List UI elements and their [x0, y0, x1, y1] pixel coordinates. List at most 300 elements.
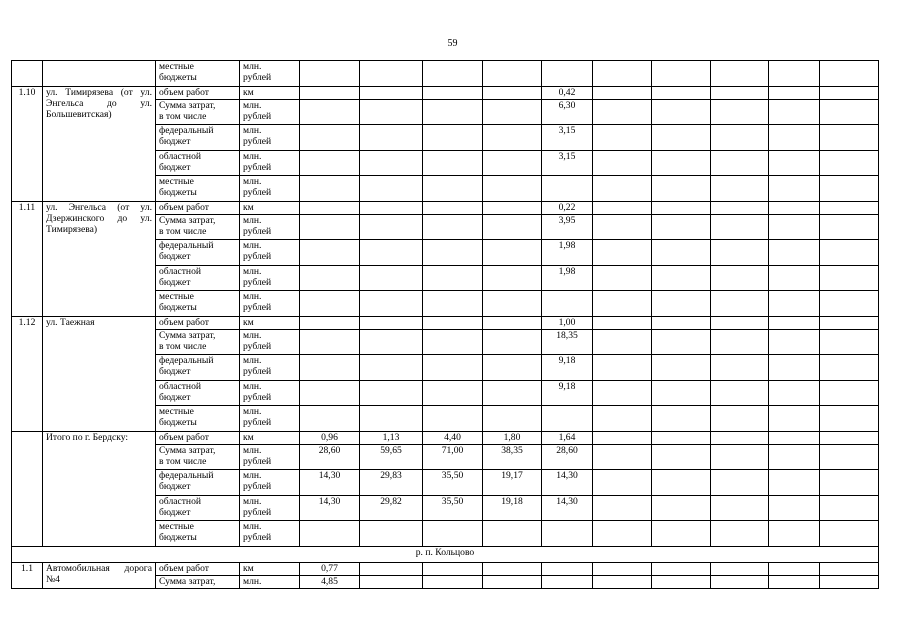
cell-line: рублей: [243, 251, 272, 262]
cell-line: рублей: [243, 532, 272, 543]
year-value: [711, 355, 769, 381]
row-number: 1.11: [12, 201, 43, 316]
year-value: [483, 291, 542, 317]
cell-line: Сумма затрат,: [159, 444, 216, 456]
object-name: [43, 61, 156, 87]
section-title: р. п. Кольцово: [12, 546, 879, 562]
indicator: [156, 355, 240, 381]
year-value: [360, 214, 423, 240]
year-value: [652, 444, 711, 470]
year-value: [300, 521, 360, 547]
cell-line: федеральный: [159, 240, 214, 251]
cell-line: рублей: [243, 187, 272, 198]
cell-line: бюджет: [159, 481, 191, 492]
year-value: [483, 150, 542, 176]
year-value: [769, 521, 820, 547]
year-value: [300, 380, 360, 406]
year-value: [593, 176, 652, 202]
cell-line: местные: [159, 176, 194, 187]
unit: [240, 61, 300, 87]
year-value: [593, 444, 652, 470]
cell-line: в том числе: [159, 225, 207, 237]
year-value: [652, 86, 711, 99]
unit: [240, 176, 300, 202]
year-value: [769, 431, 820, 444]
cell-line: рублей: [243, 276, 272, 288]
year-value: [300, 265, 360, 291]
year-value: [360, 86, 423, 99]
year-value: [593, 575, 652, 588]
year-value: [820, 125, 879, 151]
year-value: [820, 291, 879, 317]
year-value: [593, 316, 652, 329]
year-value: [483, 406, 542, 432]
year-value: [542, 406, 593, 432]
indicator: [156, 240, 240, 266]
year-value: [300, 214, 360, 240]
year-value: [423, 316, 483, 329]
year-value: [593, 562, 652, 575]
object-name: Автомобильная дорога №4: [43, 562, 156, 588]
year-value: [652, 265, 711, 291]
year-value: [820, 521, 879, 547]
unit: [240, 495, 300, 521]
unit: [240, 99, 300, 125]
year-value: [593, 431, 652, 444]
year-value: [820, 240, 879, 266]
cell-line: млн.: [243, 406, 262, 417]
year-value: [483, 575, 542, 588]
year-value: 9,18: [542, 380, 593, 406]
year-value: [593, 380, 652, 406]
cell-line: бюджеты: [159, 417, 197, 428]
year-value: [483, 329, 542, 355]
indicator: [156, 406, 240, 432]
year-value: [360, 125, 423, 151]
cell-line: рублей: [243, 506, 272, 518]
indicator: [156, 150, 240, 176]
year-value: [652, 355, 711, 381]
cell-line: Сумма затрат,: [159, 214, 216, 226]
year-value: [542, 562, 593, 575]
unit: [240, 86, 300, 99]
year-value: [769, 240, 820, 266]
year-value: [360, 521, 423, 547]
unit: [240, 214, 300, 240]
year-value: [820, 316, 879, 329]
cell-line: рублей: [243, 161, 272, 173]
year-value: [652, 291, 711, 317]
year-value: [711, 329, 769, 355]
year-value: [593, 214, 652, 240]
year-value: [711, 125, 769, 151]
cell-line: Сумма затрат,: [159, 99, 216, 111]
indicator: [156, 431, 240, 444]
indicator: [156, 86, 240, 99]
unit: [240, 380, 300, 406]
cell-line: объем работ: [159, 201, 209, 213]
year-value: [360, 99, 423, 125]
year-value: [423, 562, 483, 575]
year-value: [483, 380, 542, 406]
cell-line: в том числе: [159, 340, 207, 352]
year-value: [820, 214, 879, 240]
year-value: [593, 291, 652, 317]
year-value: 29,82: [360, 495, 423, 521]
unit: [240, 265, 300, 291]
indicator: [156, 214, 240, 240]
year-value: [769, 214, 820, 240]
year-value: [483, 214, 542, 240]
year-value: [423, 355, 483, 381]
year-value: [711, 444, 769, 470]
year-value: [652, 562, 711, 575]
row-number: 1.1: [12, 562, 43, 588]
year-value: [820, 380, 879, 406]
year-value: [593, 201, 652, 214]
year-value: [360, 150, 423, 176]
cell-line: бюджеты: [159, 302, 197, 313]
year-value: [360, 329, 423, 355]
year-value: 14,30: [542, 470, 593, 496]
year-value: [483, 316, 542, 329]
indicator: [156, 495, 240, 521]
year-value: 14,30: [542, 495, 593, 521]
year-value: [593, 521, 652, 547]
indicator: [156, 521, 240, 547]
year-value: 1,00: [542, 316, 593, 329]
year-value: [300, 86, 360, 99]
cell-line: рублей: [243, 366, 272, 377]
year-value: [300, 406, 360, 432]
year-value: [300, 150, 360, 176]
cell-line: бюджет: [159, 251, 191, 262]
table-row: [12, 86, 879, 99]
year-value: [652, 470, 711, 496]
year-value: [593, 495, 652, 521]
year-value: [300, 316, 360, 329]
year-value: [711, 316, 769, 329]
year-value: [423, 176, 483, 202]
cell-line: млн.: [243, 291, 262, 302]
year-value: [423, 406, 483, 432]
year-value: [593, 406, 652, 432]
year-value: [711, 99, 769, 125]
year-value: 35,50: [423, 495, 483, 521]
year-value: [769, 86, 820, 99]
cell-line: млн.: [243, 575, 262, 587]
year-value: [360, 240, 423, 266]
year-value: [652, 240, 711, 266]
year-value: 59,65: [360, 444, 423, 470]
cell-line: федеральный: [159, 470, 214, 481]
year-value: 3,15: [542, 150, 593, 176]
year-value: [423, 86, 483, 99]
year-value: [769, 495, 820, 521]
year-value: [820, 431, 879, 444]
section-row: [12, 546, 879, 562]
cell-line: объем работ: [159, 562, 209, 574]
year-value: [483, 562, 542, 575]
year-value: [711, 201, 769, 214]
year-value: [769, 291, 820, 317]
budget-table: [11, 60, 879, 589]
year-value: 0,22: [542, 201, 593, 214]
unit: [240, 201, 300, 214]
indicator: [156, 380, 240, 406]
year-value: [423, 150, 483, 176]
table-row: [12, 61, 879, 87]
cell-line: млн.: [243, 150, 262, 162]
year-value: [360, 406, 423, 432]
year-value: [652, 329, 711, 355]
year-value: 71,00: [423, 444, 483, 470]
year-value: [820, 176, 879, 202]
row-number: 1.10: [12, 86, 43, 201]
year-value: [593, 61, 652, 87]
year-value: [593, 329, 652, 355]
indicator: [156, 99, 240, 125]
year-value: [711, 470, 769, 496]
cell-line: млн.: [243, 521, 262, 532]
year-value: [360, 61, 423, 87]
cell-line: млн.: [243, 214, 262, 226]
year-value: [769, 99, 820, 125]
cell-line: бюджеты: [159, 532, 197, 543]
indicator: [156, 61, 240, 87]
unit: [240, 316, 300, 329]
row-number: 1.12: [12, 316, 43, 431]
indicator: [156, 201, 240, 214]
cell-line: рублей: [243, 455, 272, 467]
year-value: [711, 176, 769, 202]
cell-line: млн.: [243, 99, 262, 111]
year-value: [769, 201, 820, 214]
cell-line: рублей: [243, 340, 272, 352]
year-value: 1,80: [483, 431, 542, 444]
year-value: [820, 61, 879, 87]
year-value: 9,18: [542, 355, 593, 381]
year-value: [769, 380, 820, 406]
year-value: [483, 86, 542, 99]
cell-line: Сумма затрат,: [159, 575, 216, 587]
year-value: [820, 444, 879, 470]
year-value: [593, 265, 652, 291]
year-value: [360, 575, 423, 588]
cell-line: в том числе: [159, 455, 207, 467]
year-value: [769, 444, 820, 470]
year-value: [652, 575, 711, 588]
cell-line: млн.: [243, 176, 262, 187]
cell-line: рублей: [243, 225, 272, 237]
unit: [240, 431, 300, 444]
year-value: [542, 176, 593, 202]
year-value: [820, 495, 879, 521]
year-value: [360, 380, 423, 406]
year-value: [483, 240, 542, 266]
cell-line: бюджеты: [159, 187, 197, 198]
cell-line: рублей: [243, 72, 272, 83]
cell-line: областной: [159, 150, 202, 162]
year-value: [769, 406, 820, 432]
cell-line: млн.: [243, 444, 262, 456]
year-value: 4,40: [423, 431, 483, 444]
year-value: [711, 380, 769, 406]
page-number: 59: [447, 38, 458, 49]
year-value: [769, 562, 820, 575]
year-value: [483, 355, 542, 381]
cell-line: бюджеты: [159, 72, 197, 83]
year-value: [483, 61, 542, 87]
year-value: [652, 150, 711, 176]
year-value: [360, 355, 423, 381]
year-value: [769, 329, 820, 355]
year-value: [542, 291, 593, 317]
year-value: [820, 575, 879, 588]
year-value: [820, 470, 879, 496]
unit: [240, 470, 300, 496]
row-number: [12, 431, 43, 546]
year-value: [711, 431, 769, 444]
unit: [240, 125, 300, 151]
year-value: 6,30: [542, 99, 593, 125]
year-value: 1,13: [360, 431, 423, 444]
year-value: [711, 150, 769, 176]
cell-line: местные: [159, 406, 194, 417]
year-value: [300, 329, 360, 355]
year-value: [652, 406, 711, 432]
year-value: [360, 176, 423, 202]
year-value: [711, 406, 769, 432]
year-value: [652, 316, 711, 329]
year-value: [423, 201, 483, 214]
year-value: 1,64: [542, 431, 593, 444]
year-value: [820, 562, 879, 575]
cell-line: рублей: [243, 110, 272, 122]
year-value: [483, 99, 542, 125]
cell-line: млн.: [243, 61, 262, 72]
year-value: [593, 150, 652, 176]
year-value: [820, 86, 879, 99]
indicator: [156, 470, 240, 496]
year-value: [483, 125, 542, 151]
year-value: [652, 380, 711, 406]
year-value: 28,60: [542, 444, 593, 470]
row-number: [12, 61, 43, 87]
cell-line: млн.: [243, 380, 262, 392]
cell-line: бюджет: [159, 136, 191, 147]
cell-line: км: [243, 201, 254, 213]
year-value: 4,85: [300, 575, 360, 588]
cell-line: федеральный: [159, 125, 214, 136]
cell-line: областной: [159, 380, 202, 392]
cell-line: объем работ: [159, 431, 209, 443]
cell-line: местные: [159, 61, 194, 72]
year-value: [820, 406, 879, 432]
year-value: [300, 125, 360, 151]
year-value: [360, 291, 423, 317]
year-value: [711, 86, 769, 99]
cell-line: млн.: [243, 329, 262, 341]
year-value: 28,60: [300, 444, 360, 470]
year-value: [300, 99, 360, 125]
year-value: [711, 562, 769, 575]
cell-line: млн.: [243, 470, 262, 481]
unit: [240, 575, 300, 588]
year-value: [711, 265, 769, 291]
cell-line: бюджет: [159, 506, 191, 518]
year-value: [652, 495, 711, 521]
object-name: Итого по г. Бердску:: [43, 431, 156, 546]
year-value: [360, 265, 423, 291]
year-value: [423, 125, 483, 151]
year-value: 14,30: [300, 495, 360, 521]
year-value: 1,98: [542, 240, 593, 266]
cell-line: объем работ: [159, 86, 209, 98]
year-value: [423, 291, 483, 317]
year-value: [711, 61, 769, 87]
year-value: 3,95: [542, 214, 593, 240]
cell-line: рублей: [243, 302, 272, 313]
year-value: [820, 329, 879, 355]
table-row: [12, 562, 879, 575]
year-value: [652, 521, 711, 547]
year-value: [300, 291, 360, 317]
cell-line: бюджет: [159, 161, 191, 173]
cell-line: областной: [159, 495, 202, 507]
table-row: [12, 316, 879, 329]
cell-line: федеральный: [159, 355, 214, 366]
year-value: 29,83: [360, 470, 423, 496]
table-row: [12, 201, 879, 214]
indicator: [156, 125, 240, 151]
year-value: [652, 176, 711, 202]
year-value: [769, 355, 820, 381]
year-value: [593, 125, 652, 151]
cell-line: в том числе: [159, 110, 207, 122]
indicator: [156, 291, 240, 317]
unit: [240, 291, 300, 317]
year-value: [360, 316, 423, 329]
year-value: [711, 214, 769, 240]
year-value: [300, 355, 360, 381]
year-value: [300, 61, 360, 87]
year-value: [483, 201, 542, 214]
year-value: [423, 265, 483, 291]
unit: [240, 150, 300, 176]
year-value: [483, 265, 542, 291]
cell-line: областной: [159, 265, 202, 277]
year-value: 0,42: [542, 86, 593, 99]
year-value: [593, 99, 652, 125]
cell-line: рублей: [243, 136, 272, 147]
table-row: [12, 431, 879, 444]
cell-line: млн.: [243, 495, 262, 507]
year-value: 3,15: [542, 125, 593, 151]
unit: [240, 355, 300, 381]
indicator: [156, 562, 240, 575]
year-value: [423, 329, 483, 355]
year-value: [593, 470, 652, 496]
year-value: [769, 316, 820, 329]
year-value: [423, 521, 483, 547]
year-value: [652, 99, 711, 125]
cell-line: км: [243, 431, 254, 443]
year-value: [769, 150, 820, 176]
year-value: [593, 240, 652, 266]
year-value: 0,96: [300, 431, 360, 444]
year-value: 0,77: [300, 562, 360, 575]
